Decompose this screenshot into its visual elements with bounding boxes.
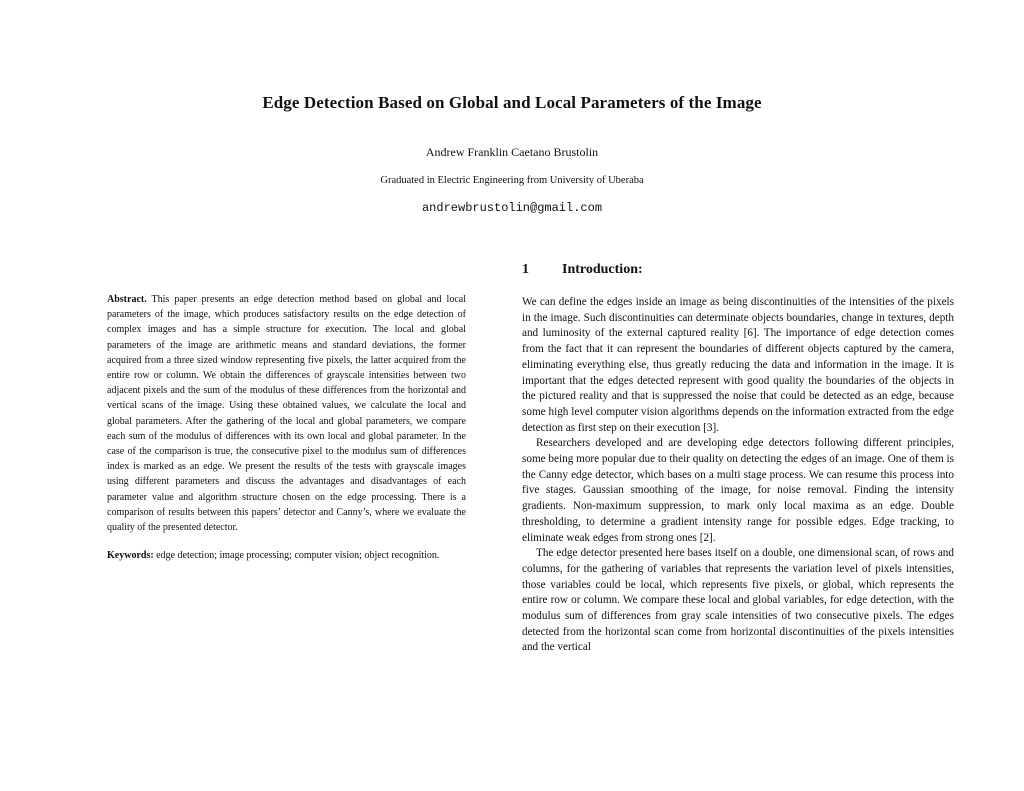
section-number: 1 bbox=[522, 262, 529, 277]
keywords-text: edge detection; image processing; computer vision; object recognition. bbox=[156, 550, 440, 561]
body-paragraph: Researchers developed and are developing edge detectors following different principles, some being more popular due to their quality on detecting the edges of an image. One of them is the Canny edge detector, which bases on a multi stage process. We can resume this process into five stages. Gaussian smoothing of the image, for noise removal. Finding the intensity gradients. Non-maximum suppression, to mark only local maxima as an edge. Double thresholding, to determine a gradient intensity range for possible edges. Edge tracking, to eliminate weak edges from strong ones [2]. bbox=[522, 437, 954, 544]
keywords-label: Keywords: bbox=[107, 550, 154, 561]
abstract-text: This paper presents an edge detection method based on global and local parameters of the image, which produces satisfactory results on the edge detection of complex images and has a simple structure for execution. The local and global parameters of the image are arithmetic means and standard deviations, the former acquired from a three sized window representing five pixels, the latter acquired from the entire row or column. We obtain the differences of grayscale intensities between two adjacent pixels and the sum of the modulus of these differences from the horizontal and vertical scans of the image. Using these obtained values, we calculate the local and global parameters. After the gathering of the local and global parameters, we compare each sum of the modulus of differences with its own local and global parameter. In the case of the comparison is true, the consecutive pixel to the modulus sum of differences index is marked as an edge. We present the results of the tests with grayscale images using different parameters and discuss the advantages and disadvantages of each parameter value and algorithm structure chosen on the edge processing. There is a comparison of results between this papers’ detector and Canny’s, where we evaluate the quality of the presented detector. bbox=[107, 294, 466, 534]
section-heading bbox=[522, 262, 643, 278]
abstract-block bbox=[107, 292, 466, 535]
section-title: Introduction: bbox=[562, 262, 643, 277]
author-affiliation: Graduated in Electric Engineering from University of Uberaba bbox=[380, 175, 644, 186]
body-paragraph: The edge detector presented here bases itself on a double, one dimensional scan, of rows and columns, for the gathering of variables that represents the variation level of pixels intensities, those variables could be local, which represents five pixels, or global, which represents the entire row or column. We compare these local and global variables, for edge detection, with the modulus sum of differences from gray scale intensities of two consecutive pixels. The edges detected from the horizontal scan come from horizontal discontinuities of the pixels intensities and the vertical bbox=[522, 547, 954, 654]
paper-title: Edge Detection Based on Global and Local Parameters of the Image bbox=[262, 93, 762, 112]
author-name: Andrew Franklin Caetano Brustolin bbox=[425, 145, 599, 159]
keywords-block bbox=[107, 548, 466, 563]
body-paragraph: We can define the edges inside an image as being discontinuities of the intensities of the pixels in the image. Such discontinuities can determinate objects boundaries, change in textures, depth and luminosity of the external captured reality [6]. The importance of edge detection comes from the fact that it can represent the boundaries of different objects captured by the camera, eliminating everything else, thus greatly reducing the data and information in the image. It is important that the edges detected represent with good quality the boundaries of the objects in the pictured reality and that is suppressed the noise that could be detected as an edge, because some high level computer vision algorithms depends on the information extracted from the edge detection as first step on their execution [3]. bbox=[522, 296, 954, 434]
abstract-label: Abstract. bbox=[107, 294, 147, 305]
section-body bbox=[522, 295, 954, 656]
author-email: andrewbrustolin@gmail.com bbox=[421, 201, 603, 215]
